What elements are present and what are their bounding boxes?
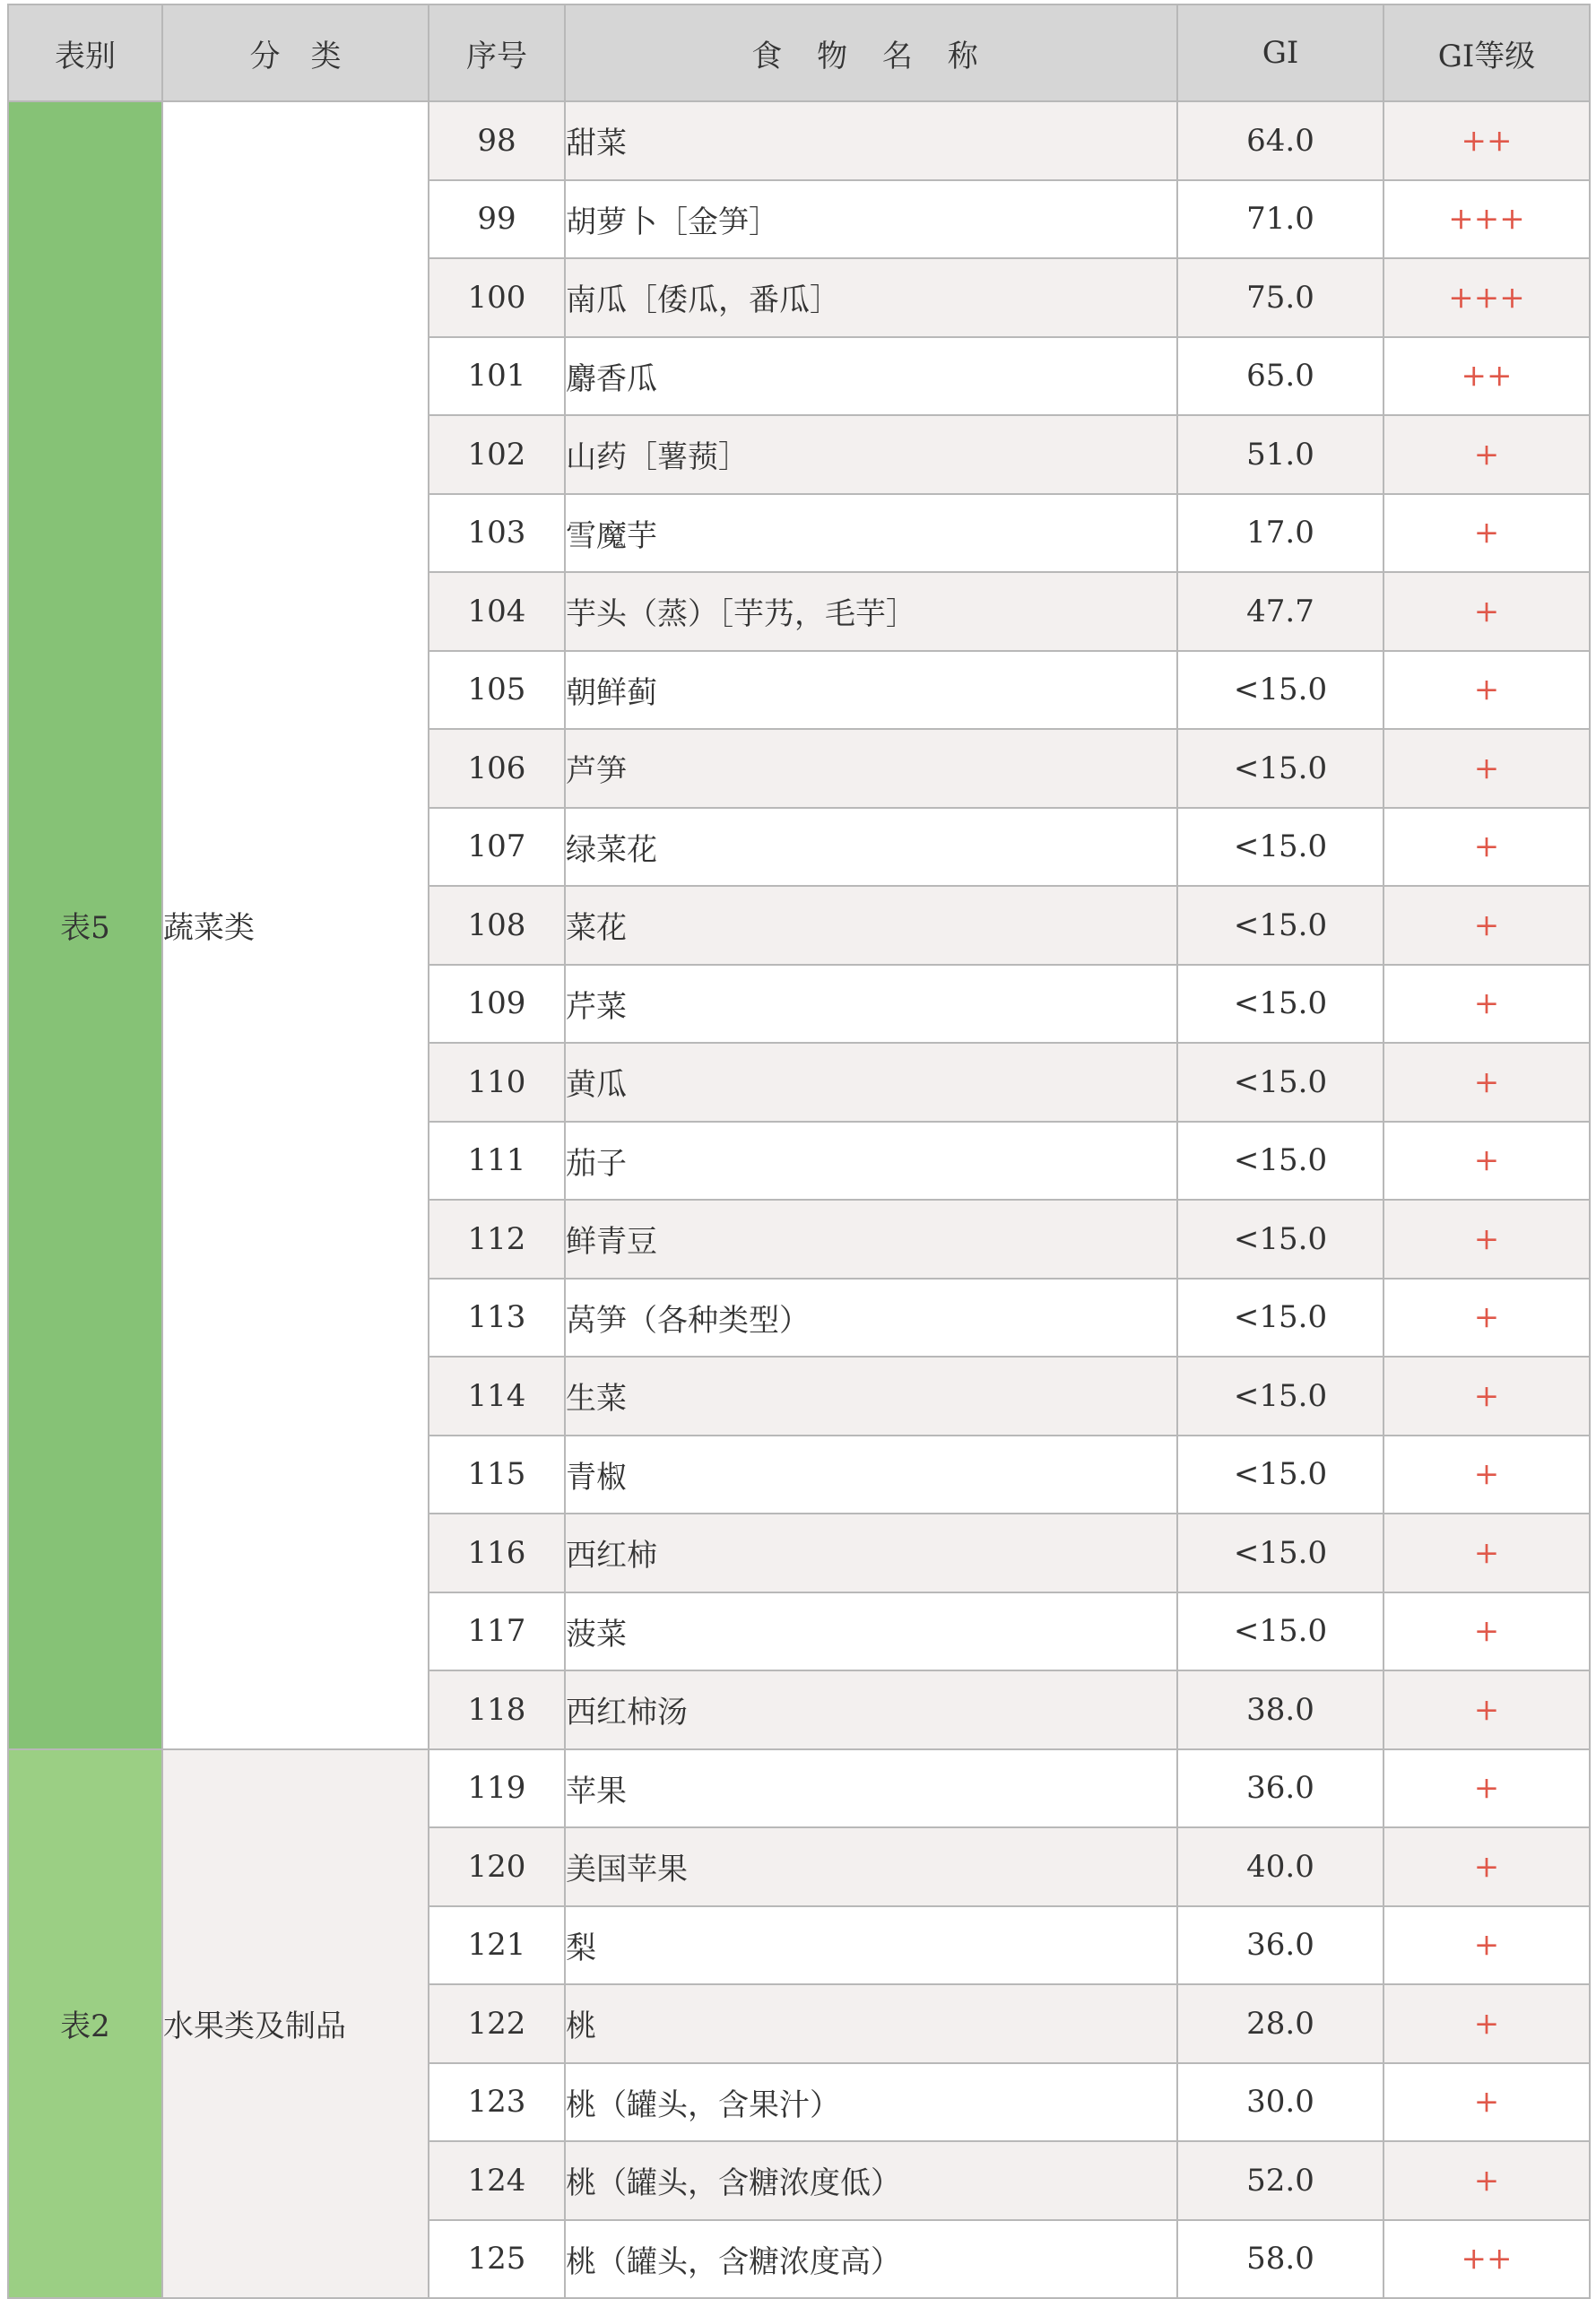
number-cell: 105 (429, 651, 565, 730)
food-name-cell: 雪魔芋 (565, 494, 1177, 573)
gi-value-cell: <15.0 (1177, 729, 1383, 808)
gi-level-cell: + (1383, 1279, 1590, 1358)
gi-value-cell: <15.0 (1177, 1592, 1383, 1671)
number-cell: 111 (429, 1122, 565, 1201)
number-cell: 119 (429, 1749, 565, 1828)
category-cell: 水果类及制品 (162, 1749, 429, 2299)
number-cell: 101 (429, 337, 565, 416)
gi-table (7, 4, 1591, 2299)
gi-value-cell: 71.0 (1177, 180, 1383, 259)
gi-value-cell: <15.0 (1177, 1436, 1383, 1514)
food-name-cell: 青椒 (565, 1436, 1177, 1514)
number-cell: 98 (429, 101, 565, 180)
number-cell: 112 (429, 1200, 565, 1279)
gi-value-cell: <15.0 (1177, 808, 1383, 887)
food-name-cell: 芹菜 (565, 965, 1177, 1044)
food-name-cell: 莴笋（各种类型） (565, 1279, 1177, 1358)
gi-level-cell: ++ (1383, 101, 1590, 180)
category-cell: 蔬菜类 (162, 101, 429, 1749)
header-gi-level: GI等级 (1383, 4, 1590, 101)
number-cell: 106 (429, 729, 565, 808)
gi-value-cell: <15.0 (1177, 651, 1383, 730)
gi-level-cell: + (1383, 1906, 1590, 1985)
number-cell: 122 (429, 1984, 565, 2063)
food-name-cell: 生菜 (565, 1357, 1177, 1436)
number-cell: 117 (429, 1592, 565, 1671)
gi-level-cell: + (1383, 494, 1590, 573)
gi-level-cell: + (1383, 1200, 1590, 1279)
header-number: 序号 (429, 4, 565, 101)
header-table-label: 表别 (8, 4, 162, 101)
number-cell: 99 (429, 180, 565, 259)
gi-level-cell: + (1383, 1984, 1590, 2063)
gi-value-cell: 36.0 (1177, 1749, 1383, 1828)
food-name-cell: 桃（罐头，含糖浓度低） (565, 2141, 1177, 2220)
header-category: 分 类 (162, 4, 429, 101)
gi-level-cell: + (1383, 2063, 1590, 2142)
food-name-cell: 苹果 (565, 1749, 1177, 1828)
gi-value-cell: <15.0 (1177, 1043, 1383, 1122)
gi-level-cell: + (1383, 1514, 1590, 1592)
number-cell: 103 (429, 494, 565, 573)
food-name-cell: 麝香瓜 (565, 337, 1177, 416)
food-name-cell: 梨 (565, 1906, 1177, 1985)
food-name-cell: 胡萝卜［金笋］ (565, 180, 1177, 259)
table-label-cell: 表5 (8, 101, 162, 1749)
header-row (8, 4, 1590, 101)
gi-value-cell: 52.0 (1177, 2141, 1383, 2220)
gi-value-cell: 40.0 (1177, 1827, 1383, 1906)
food-name-cell: 美国苹果 (565, 1827, 1177, 1906)
food-name-cell: 甜菜 (565, 101, 1177, 180)
table-row (8, 1749, 1590, 1828)
gi-level-cell: + (1383, 572, 1590, 651)
gi-level-cell: + (1383, 1592, 1590, 1671)
gi-level-cell: + (1383, 1827, 1590, 1906)
number-cell: 114 (429, 1357, 565, 1436)
gi-value-cell: 28.0 (1177, 1984, 1383, 2063)
gi-level-cell: + (1383, 1043, 1590, 1122)
gi-level-cell: + (1383, 1670, 1590, 1749)
gi-value-cell: <15.0 (1177, 1514, 1383, 1592)
header-food-name: 食 物 名 称 (565, 4, 1177, 101)
gi-level-cell: +++ (1383, 180, 1590, 259)
gi-value-cell: <15.0 (1177, 1122, 1383, 1201)
food-name-cell: 茄子 (565, 1122, 1177, 1201)
food-name-cell: 桃（罐头，含糖浓度高） (565, 2220, 1177, 2299)
gi-level-cell: + (1383, 1357, 1590, 1436)
number-cell: 110 (429, 1043, 565, 1122)
number-cell: 124 (429, 2141, 565, 2220)
gi-level-cell: + (1383, 965, 1590, 1044)
gi-value-cell: 75.0 (1177, 258, 1383, 337)
gi-value-cell: 58.0 (1177, 2220, 1383, 2299)
number-cell: 104 (429, 572, 565, 651)
number-cell: 116 (429, 1514, 565, 1592)
gi-level-cell: + (1383, 651, 1590, 730)
gi-level-cell: ++ (1383, 2220, 1590, 2299)
gi-value-cell: <15.0 (1177, 886, 1383, 965)
number-cell: 123 (429, 2063, 565, 2142)
header-gi: GI (1177, 4, 1383, 101)
gi-value-cell: 17.0 (1177, 494, 1383, 573)
gi-value-cell: 64.0 (1177, 101, 1383, 180)
food-name-cell: 南瓜［倭瓜，番瓜］ (565, 258, 1177, 337)
food-name-cell: 西红柿 (565, 1514, 1177, 1592)
food-name-cell: 桃（罐头，含果汁） (565, 2063, 1177, 2142)
gi-value-cell: 51.0 (1177, 415, 1383, 494)
gi-level-cell: + (1383, 415, 1590, 494)
food-name-cell: 芦笋 (565, 729, 1177, 808)
number-cell: 125 (429, 2220, 565, 2299)
number-cell: 113 (429, 1279, 565, 1358)
food-name-cell: 绿菜花 (565, 808, 1177, 887)
number-cell: 102 (429, 415, 565, 494)
gi-value-cell: 65.0 (1177, 337, 1383, 416)
gi-level-cell: + (1383, 729, 1590, 808)
food-name-cell: 菜花 (565, 886, 1177, 965)
number-cell: 121 (429, 1906, 565, 1985)
gi-level-cell: + (1383, 1436, 1590, 1514)
food-name-cell: 桃 (565, 1984, 1177, 2063)
number-cell: 108 (429, 886, 565, 965)
food-name-cell: 西红柿汤 (565, 1670, 1177, 1749)
gi-level-cell: +++ (1383, 258, 1590, 337)
food-name-cell: 菠菜 (565, 1592, 1177, 1671)
number-cell: 115 (429, 1436, 565, 1514)
gi-level-cell: + (1383, 808, 1590, 887)
number-cell: 118 (429, 1670, 565, 1749)
gi-value-cell: 38.0 (1177, 1670, 1383, 1749)
gi-value-cell: <15.0 (1177, 965, 1383, 1044)
table-row (8, 101, 1590, 180)
number-cell: 107 (429, 808, 565, 887)
gi-level-cell: + (1383, 886, 1590, 965)
food-name-cell: 芋头（蒸）［芋艿，毛芋］ (565, 572, 1177, 651)
gi-level-cell: + (1383, 1749, 1590, 1828)
gi-value-cell: 30.0 (1177, 2063, 1383, 2142)
number-cell: 109 (429, 965, 565, 1044)
gi-level-cell: ++ (1383, 337, 1590, 416)
food-name-cell: 鲜青豆 (565, 1200, 1177, 1279)
gi-level-cell: + (1383, 2141, 1590, 2220)
gi-value-cell: <15.0 (1177, 1200, 1383, 1279)
gi-value-cell: <15.0 (1177, 1357, 1383, 1436)
number-cell: 120 (429, 1827, 565, 1906)
gi-value-cell: <15.0 (1177, 1279, 1383, 1358)
table-label-cell: 表2 (8, 1749, 162, 2299)
table-body (8, 101, 1590, 2298)
gi-value-cell: 36.0 (1177, 1906, 1383, 1985)
food-name-cell: 朝鲜蓟 (565, 651, 1177, 730)
number-cell: 100 (429, 258, 565, 337)
gi-level-cell: + (1383, 1122, 1590, 1201)
food-name-cell: 黄瓜 (565, 1043, 1177, 1122)
food-name-cell: 山药［薯蓣］ (565, 415, 1177, 494)
gi-value-cell: 47.7 (1177, 572, 1383, 651)
